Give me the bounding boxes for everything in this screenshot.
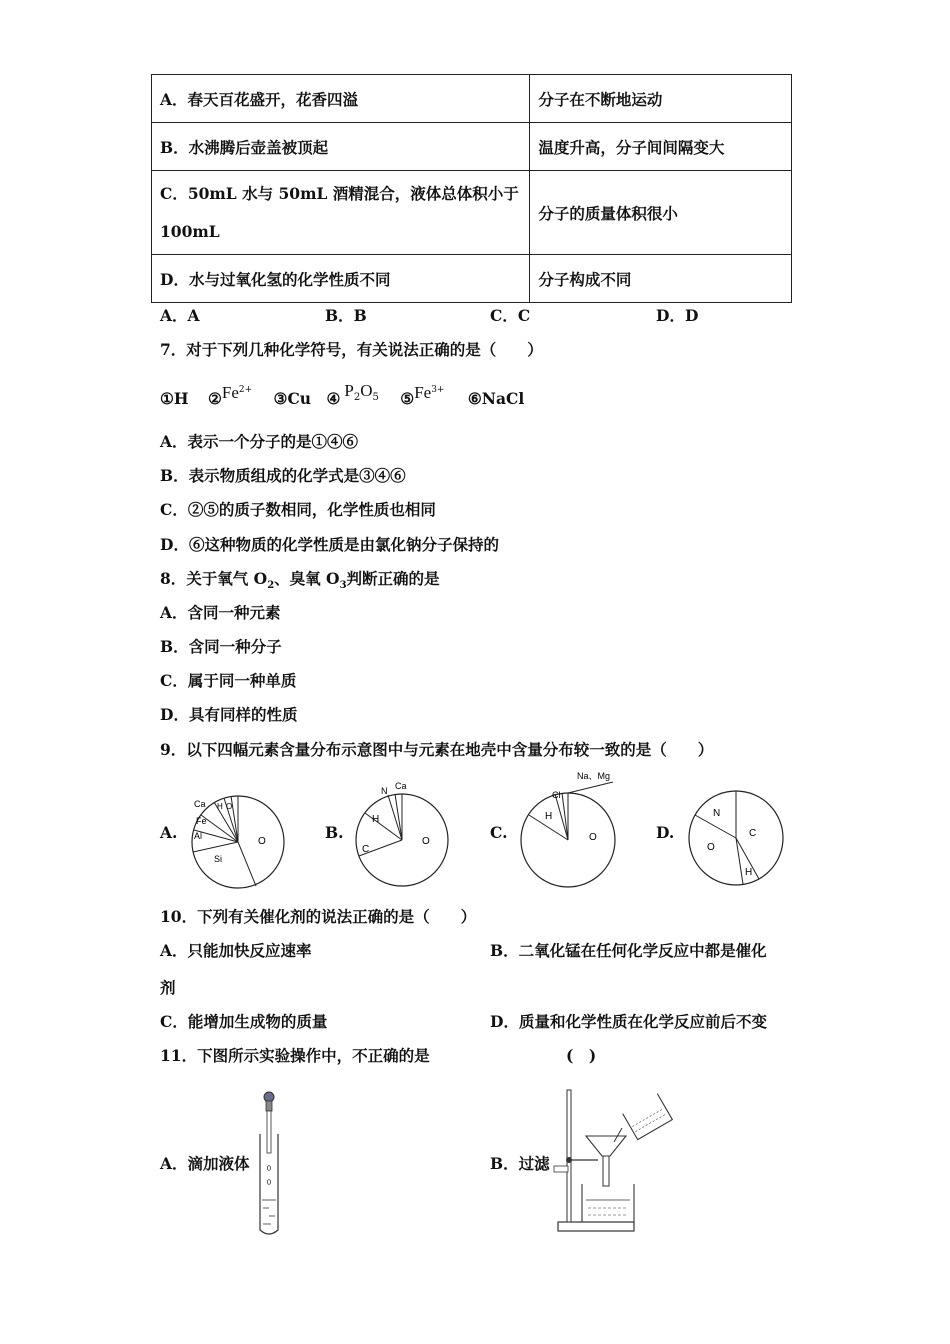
pie-d-label-h: H: [745, 867, 753, 878]
pie-a-label-ca: Ca: [194, 799, 206, 809]
q6-row-b-left: B．水沸腾后壶盖被顶起: [152, 123, 530, 171]
q6-option-c: C．C: [490, 306, 531, 325]
q7-symbol-4-o-sub: 5: [372, 392, 379, 404]
q11-answer-paren: ( ): [566, 1046, 597, 1065]
q11-option-a: A．滴加液体: [160, 1154, 250, 1173]
q7-symbol-4-p: P: [344, 381, 354, 401]
pie-b-label-ca: Ca: [395, 781, 407, 791]
q7-symbol-5-num: ⑤: [400, 389, 415, 409]
q9-pie-c: [515, 766, 625, 894]
q6-row-c-left-line1: C．50mL 水与 50mL 酒精混合，液体总体积小于: [160, 183, 519, 203]
q9-pie-b: [350, 780, 454, 894]
q8-option-a: A．含同一种元素: [160, 603, 281, 622]
q7-option-c: C．②⑤的质子数相同，化学性质也相同: [160, 500, 436, 519]
q9-option-b-label: B.: [325, 823, 344, 842]
q7-symbol-4-p-sub: 2: [353, 392, 361, 404]
q7-symbol-5-base: Fe: [414, 383, 432, 403]
q10-option-c: C．能增加生成物的质量: [160, 1012, 328, 1031]
q9-option-c-label: C.: [490, 823, 508, 842]
q7-symbols: [160, 380, 524, 422]
q7-symbol-3: ③Cu: [273, 389, 312, 409]
pie-c-label-cl: Cl: [552, 790, 561, 800]
q9-pie-d: [683, 786, 789, 890]
q9-stem: 9．以下四幅元素含量分布示意图中与元素在地壳中含量分布较一致的是（ ）: [160, 740, 714, 759]
pie-d-label-n: N: [713, 808, 721, 819]
q6-row-a-left: A．春天百花盛开，花香四溢: [152, 75, 530, 123]
pie-a-label-o: O: [258, 836, 266, 847]
q10-option-b: B．二氧化锰在任何化学反应中都是催化: [490, 941, 767, 960]
pie-c-label-h: H: [545, 811, 553, 822]
pie-a-label-si: Si: [214, 854, 223, 864]
pie-b-label-o: O: [422, 836, 430, 847]
q8-stem-sub-2: 3: [339, 580, 347, 592]
q6-row-c-left-line2: 100mL: [160, 221, 220, 241]
pie-a-label-o-small: O: [226, 802, 233, 811]
q8-stem-sub-1: 2: [267, 580, 275, 592]
table-row: [152, 171, 792, 255]
dropper-test-tube-illustration: [255, 1088, 285, 1240]
q6-row-d-right: 分子构成不同: [530, 255, 792, 303]
table-row: [152, 75, 792, 123]
q7-symbol-4-o: O: [360, 381, 373, 401]
q9-option-a-label: A.: [160, 823, 178, 842]
pie-d-label-o: O: [707, 842, 715, 853]
q6-row-d-left: D．水与过氧化氢的化学性质不同: [152, 255, 530, 303]
pie-b-label-n: N: [381, 786, 388, 796]
pie-a-label-al: Al: [194, 831, 203, 841]
q6-option-d: D．D: [656, 306, 699, 325]
q7-symbol-4-num: ④: [326, 389, 341, 409]
q8-stem-part-c: 判断正确的是: [346, 569, 440, 588]
q7-stem: 7．对于下列几种化学符号，有关说法正确的是（ ）: [160, 340, 543, 359]
q11-option-b: B．过滤: [490, 1154, 550, 1173]
q7-symbol-6: ⑥NaCl: [467, 389, 525, 409]
q11-stem: 11．下图所示实验操作中，不正确的是: [160, 1046, 430, 1065]
pie-c-label-o: O: [589, 832, 597, 843]
q6-option-a: A．A: [160, 306, 200, 325]
q7-symbol-1: ①H: [160, 389, 189, 409]
q8-stem-part-a: 8．关于氧气 O: [160, 569, 268, 588]
q6-row-c-left: [152, 171, 530, 255]
pie-b-label-h: H: [372, 814, 380, 825]
q8-option-c: C．属于同一种单质: [160, 671, 297, 690]
q8-option-d: D．具有同样的性质: [160, 705, 298, 724]
pie-d-label-c: C: [749, 828, 757, 839]
q7-symbol-2-sup: 2+: [238, 385, 253, 395]
q7-symbol-2-base: Fe: [221, 383, 239, 403]
q7-symbol-5-sup: 3+: [431, 385, 445, 395]
filtration-apparatus-illustration: [550, 1084, 675, 1236]
q7-option-a: A．表示一个分子的是①④⑥: [160, 432, 359, 451]
pie-b-label-c: C: [362, 844, 370, 855]
table-row: [152, 123, 792, 171]
q8-stem: [160, 569, 440, 596]
q10-option-a: A．只能加快反应速率: [160, 941, 312, 960]
table-row: [152, 255, 792, 303]
q10-option-b-continued: 剂: [160, 978, 176, 997]
pie-a-label-fe: Fe: [196, 816, 207, 826]
q7-symbol-2-num: ②: [207, 389, 222, 409]
q9-option-d-label: D.: [656, 823, 675, 842]
q8-option-b: B．含同一种分子: [160, 637, 282, 656]
pie-a-label-h: H: [217, 802, 223, 811]
pie-c-label-na-mg: Na、Mg: [577, 771, 611, 781]
q6-row-a-right: 分子在不断地运动: [530, 75, 792, 123]
q6-row-b-right: 温度升高，分子间间隔变大: [530, 123, 792, 171]
q7-option-b: B．表示物质组成的化学式是③④⑥: [160, 466, 406, 485]
q6-table: [151, 74, 792, 303]
q7-option-d: D．⑥这种物质的化学性质是由氯化钠分子保持的: [160, 535, 499, 554]
q10-option-d: D．质量和化学性质在化学反应前后不变: [490, 1012, 767, 1031]
q9-pie-a: [186, 790, 290, 894]
q6-row-c-right: 分子的质量体积很小: [530, 171, 792, 255]
q8-stem-part-b: 、臭氧 O: [274, 569, 340, 588]
q10-stem: 10．下列有关催化剂的说法正确的是（ ）: [160, 907, 477, 926]
q6-option-b: B．B: [325, 306, 367, 325]
